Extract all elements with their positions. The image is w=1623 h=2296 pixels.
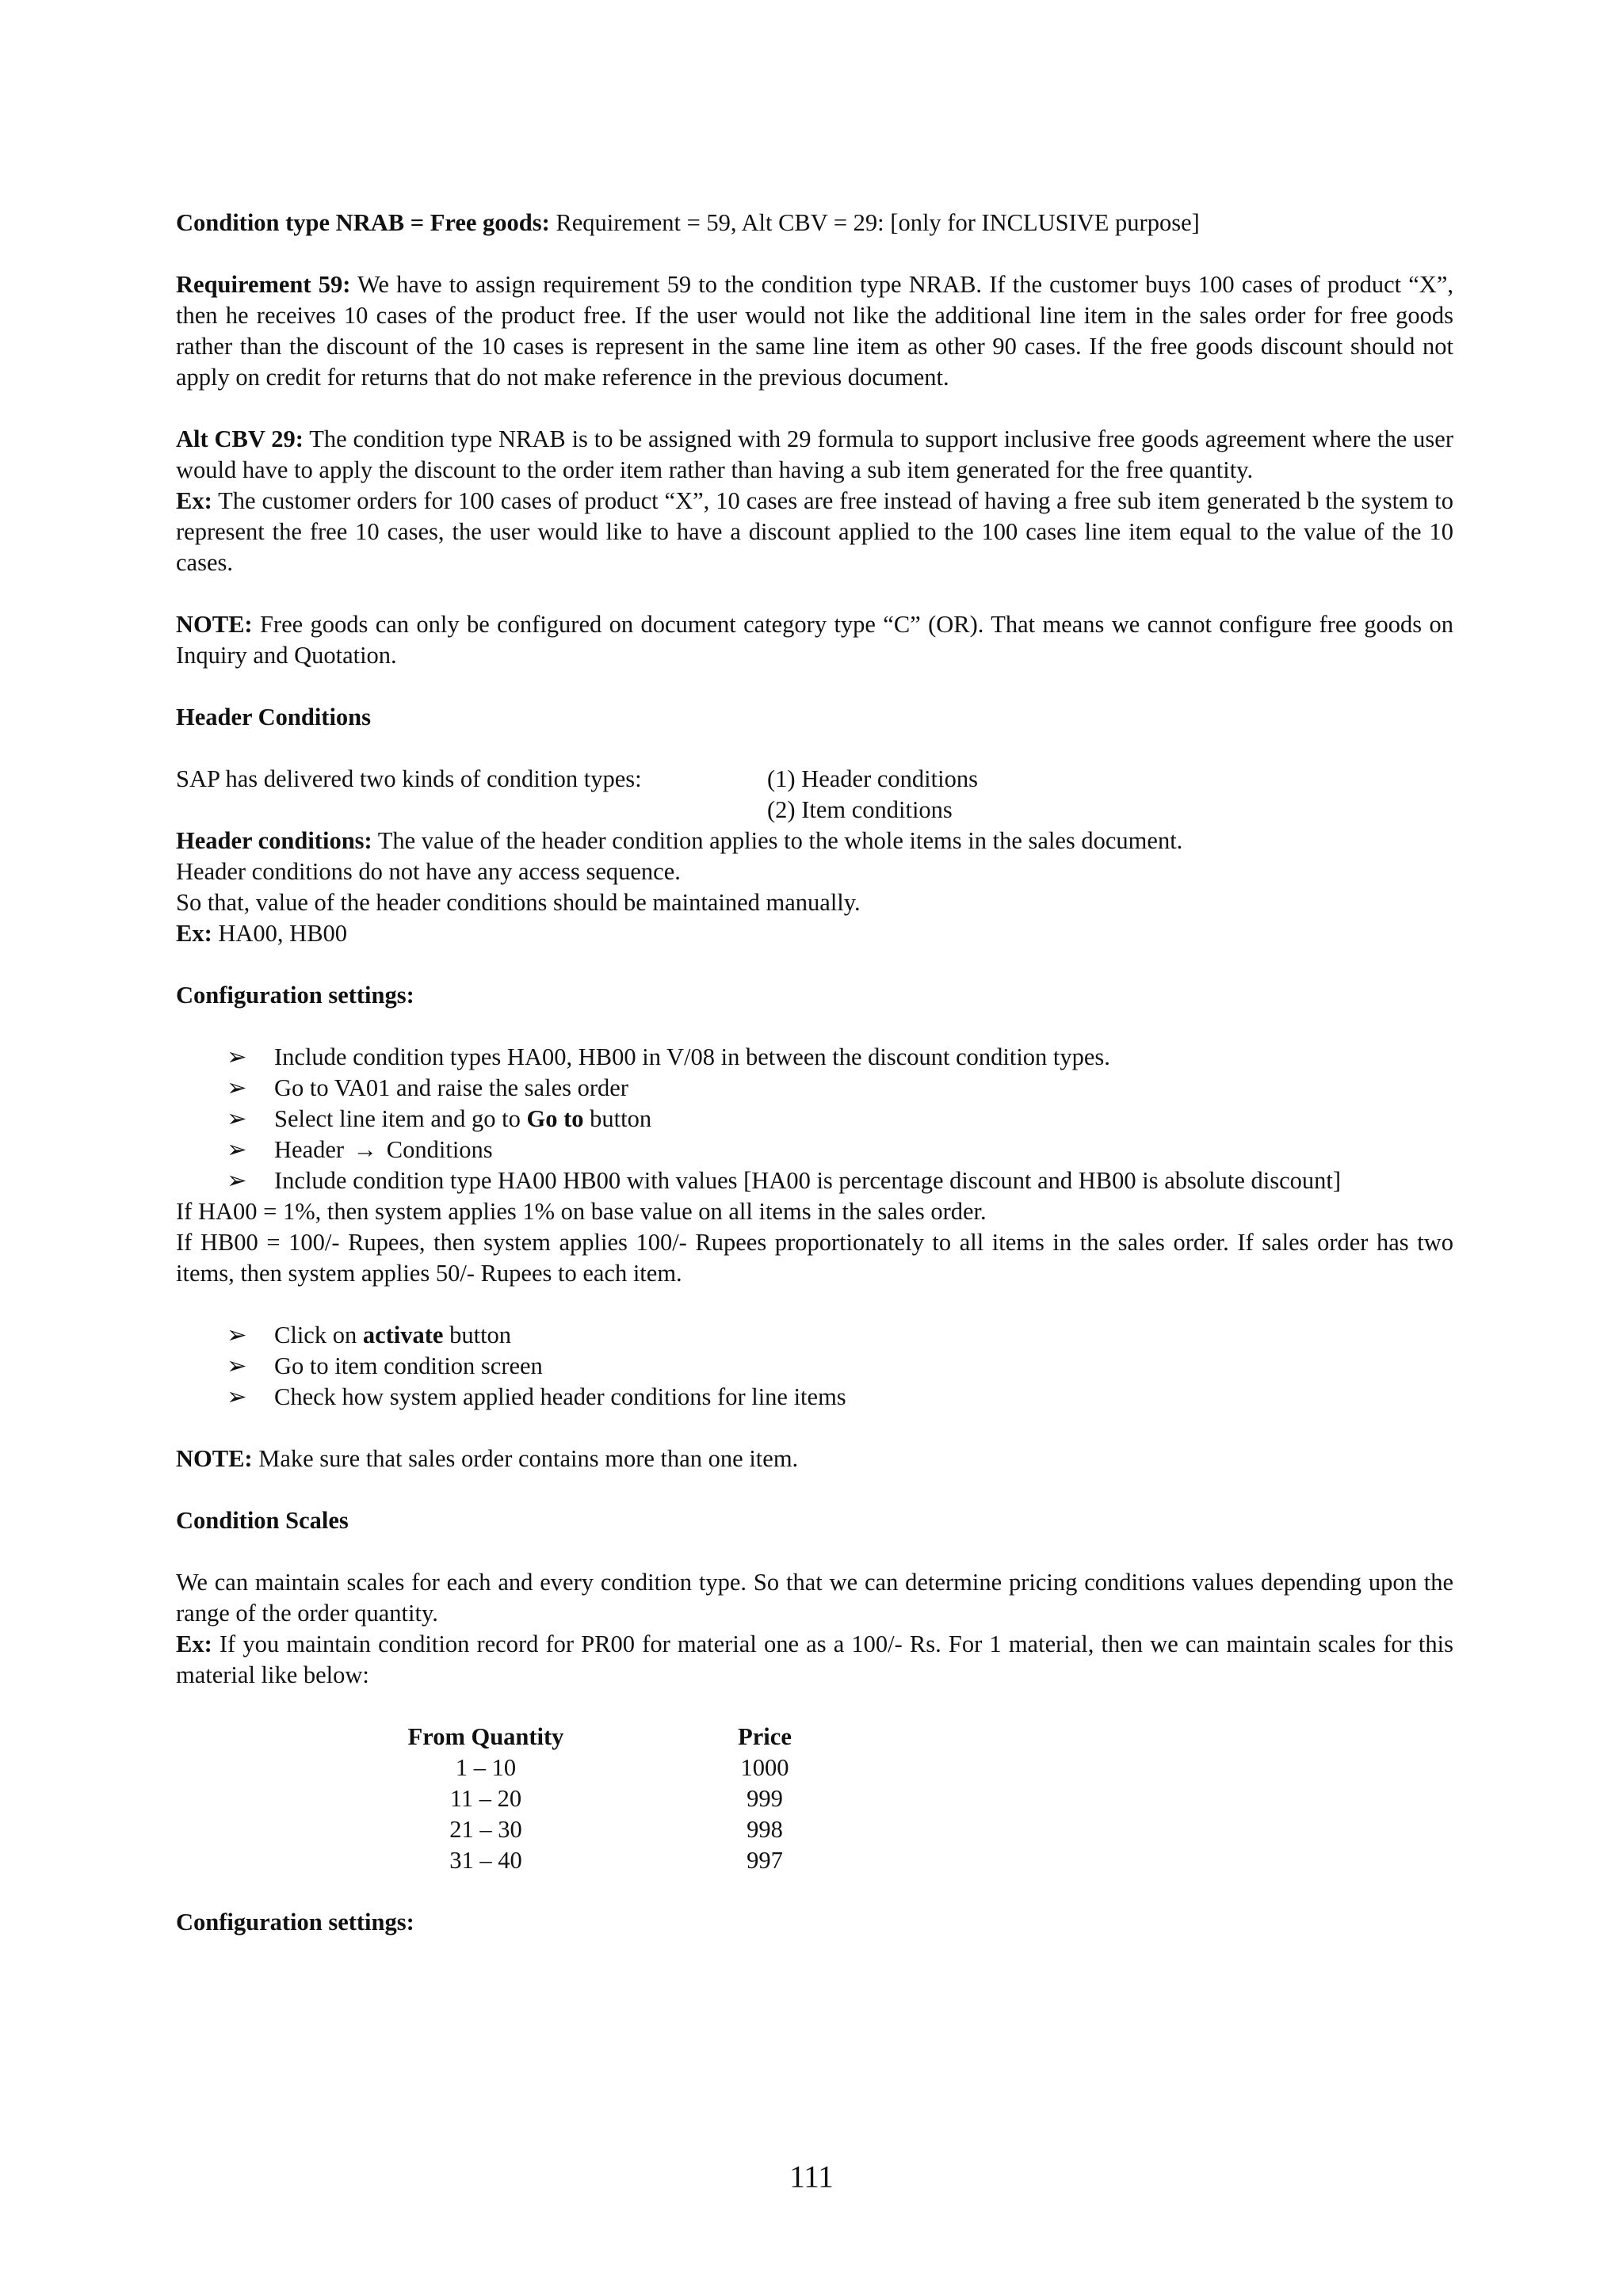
header-ex-lead: Ex: [176, 920, 212, 947]
cell-from-quantity: 11 – 20 [449, 1785, 522, 1812]
header-conditions-access: Header conditions do not have any access sequence. [176, 858, 681, 885]
config-settings-heading-2 [176, 1907, 1453, 1938]
note2-lead: NOTE: [176, 1445, 253, 1472]
cell-from-quantity: 31 – 40 [449, 1847, 522, 1874]
note1-text: Free goods can only be configured on document category type “C” (OR). That means we cannot configure free goods on Inquiry and Quotation. [176, 611, 1453, 669]
config-settings-heading-1 [176, 980, 1453, 1011]
list-item-text: Go to VA01 and raise the sales order [274, 1074, 628, 1101]
note1-lead: NOTE: [176, 611, 253, 638]
hb00-explanation: If HB00 = 100/- Rupees, then system applies 100/- Rupees proportionately to all items in the sales order. If sales order has two items, then system applies 50/- Rupees to each item. [176, 1229, 1453, 1287]
scales-heading-text: Condition Scales [176, 1507, 349, 1534]
list-item-text: Check how system applied header conditions for line items [274, 1383, 846, 1410]
arrowhead-bullet-icon: ➢ [227, 1105, 247, 1132]
header-conditions-heading-text: Header Conditions [176, 704, 372, 730]
list-item-text: Click on [274, 1322, 363, 1348]
nrab-line [176, 208, 1453, 238]
header-ex-text: HA00, HB00 [212, 920, 348, 947]
arrowhead-bullet-icon: ➢ [227, 1383, 247, 1410]
req59-text: We have to assign requirement 59 to the condition type NRAB. If the customer buys 100 cases of product “X”, then he receives 10 cases of the product free. If the user would not like the additional line item in the sales order for free goods rather than the discount of the 10 cases is represent in the same line item as other 90 cases. If the free goods discount should not apply on credit for returns that do not make reference in the previous document. [176, 271, 1453, 391]
alt-cbv-paragraph [176, 424, 1453, 486]
arrowhead-bullet-icon: ➢ [227, 1136, 247, 1163]
altcbv-lead: Alt CBV 29: [176, 425, 304, 452]
nrab-rest: Requirement = 59, Alt CBV = 29: [only for INCLUSIVE purpose] [549, 209, 1200, 236]
cell-price: 1000 [740, 1754, 789, 1781]
list-item [227, 1073, 1453, 1104]
header-conditions-manual: So that, value of the header conditions should be maintained manually. [176, 889, 861, 916]
list-item [227, 1320, 1453, 1351]
note-free-goods [176, 609, 1453, 671]
list-item-text: Header [274, 1136, 350, 1163]
note2-text: Make sure that sales order contains more than one item. [252, 1445, 799, 1472]
header-conditions-heading [176, 702, 1453, 733]
scales-ex-lead: Ex: [176, 1630, 212, 1657]
list-item-text: Select line item and go to [274, 1105, 527, 1132]
cell-from-quantity: 1 – 10 [455, 1754, 517, 1781]
header-conditions-definition [176, 826, 1453, 856]
list-item-text: button [443, 1322, 512, 1348]
altcbv-text: The condition type NRAB is to be assigned with 29 formula to support inclusive free goods agreement where the user would have to apply the discount to the order item rather than having a sub item generated for the free quantity. [176, 425, 1453, 483]
cell-price: 998 [747, 1816, 783, 1843]
header-def-lead: Header conditions: [176, 827, 372, 854]
arrowhead-bullet-icon: ➢ [227, 1167, 247, 1194]
cell-from-quantity: 21 – 30 [449, 1816, 522, 1843]
arrowhead-bullet-icon: ➢ [227, 1074, 247, 1101]
scales-ex-text: If you maintain condition record for PR00 for material one as a 100/- Rs. For 1 material, then we can maintain scales for this material like below: [176, 1630, 1453, 1688]
list-item [227, 1165, 1453, 1196]
note-more-than-one-item [176, 1444, 1453, 1474]
arrowhead-bullet-icon: ➢ [227, 1043, 247, 1070]
scales-paragraph: We can maintain scales for each and every condition type. So that we can determine pricing conditions values depending upon the range of the order quantity. [176, 1569, 1453, 1627]
alt-cbv-example [176, 486, 1453, 578]
altcbv-ex-lead: Ex: [176, 487, 212, 514]
cell-price: 999 [747, 1785, 783, 1812]
cell-price: 997 [747, 1847, 783, 1874]
config-steps-list-2 [176, 1320, 1453, 1413]
config-steps-list-1 [176, 1042, 1453, 1196]
column-header-from-quantity: From Quantity [407, 1723, 564, 1750]
table-row [350, 1783, 829, 1814]
table-row [350, 1814, 829, 1845]
header-conditions-example [176, 918, 1453, 949]
arrowhead-bullet-icon: ➢ [227, 1322, 247, 1348]
condition-kinds-intro: SAP has delivered two kinds of condition types: [176, 765, 642, 792]
condition-kind-2: (2) Item conditions [767, 796, 953, 823]
page-content [176, 208, 1453, 1938]
list-item-text: Include condition type HA00 HB00 with values [HA00 is percentage discount and HB00 is absolute discount] [274, 1167, 1341, 1194]
req59-lead: Requirement 59: [176, 271, 351, 298]
altcbv-ex-text: The customer orders for 100 cases of product “X”, 10 cases are free instead of having a free sub item generated b the system to represent the free 10 cases, the user would like to have a discount applied to the 100 cases line item equal to the value of the 10 cases. [176, 487, 1453, 576]
config2-heading-text: Configuration settings: [176, 1909, 414, 1936]
list-item-text: Go to item condition screen [274, 1352, 543, 1379]
list-item-text: Conditions [380, 1136, 493, 1163]
header-def-text: The value of the header condition applies to the whole items in the sales document. [372, 827, 1183, 854]
list-item [227, 1042, 1453, 1073]
list-item-text: button [583, 1105, 652, 1132]
condition-kind-1: (1) Header conditions [767, 765, 978, 792]
table-row [350, 1845, 829, 1876]
list-item-text: Include condition types HA00, HB00 in V/08 in between the discount condition types. [274, 1043, 1110, 1070]
condition-scales-heading [176, 1505, 1453, 1536]
table-header-row [350, 1722, 829, 1753]
list-item [227, 1382, 1453, 1413]
page-number: 111 [789, 2160, 834, 2194]
arrowhead-bullet-icon: ➢ [227, 1352, 247, 1379]
scales-table [350, 1722, 829, 1876]
requirement-59-paragraph [176, 269, 1453, 393]
scales-example [176, 1629, 1453, 1691]
column-header-price: Price [738, 1723, 792, 1750]
list-item-bold: Go to [526, 1105, 584, 1132]
table-row [350, 1753, 829, 1783]
list-item [227, 1104, 1453, 1135]
condition-kinds-list [767, 764, 978, 826]
right-arrow-icon: → [353, 1136, 378, 1163]
condition-kinds [176, 764, 1453, 826]
config1-heading-text: Configuration settings: [176, 982, 414, 1009]
list-item-bold: activate [362, 1322, 444, 1348]
list-item [227, 1135, 1453, 1165]
ha00-explanation: If HA00 = 1%, then system applies 1% on base value on all items in the sales order. [176, 1198, 987, 1225]
list-item [227, 1351, 1453, 1382]
nrab-lead: Condition type NRAB = Free goods: [176, 209, 550, 236]
